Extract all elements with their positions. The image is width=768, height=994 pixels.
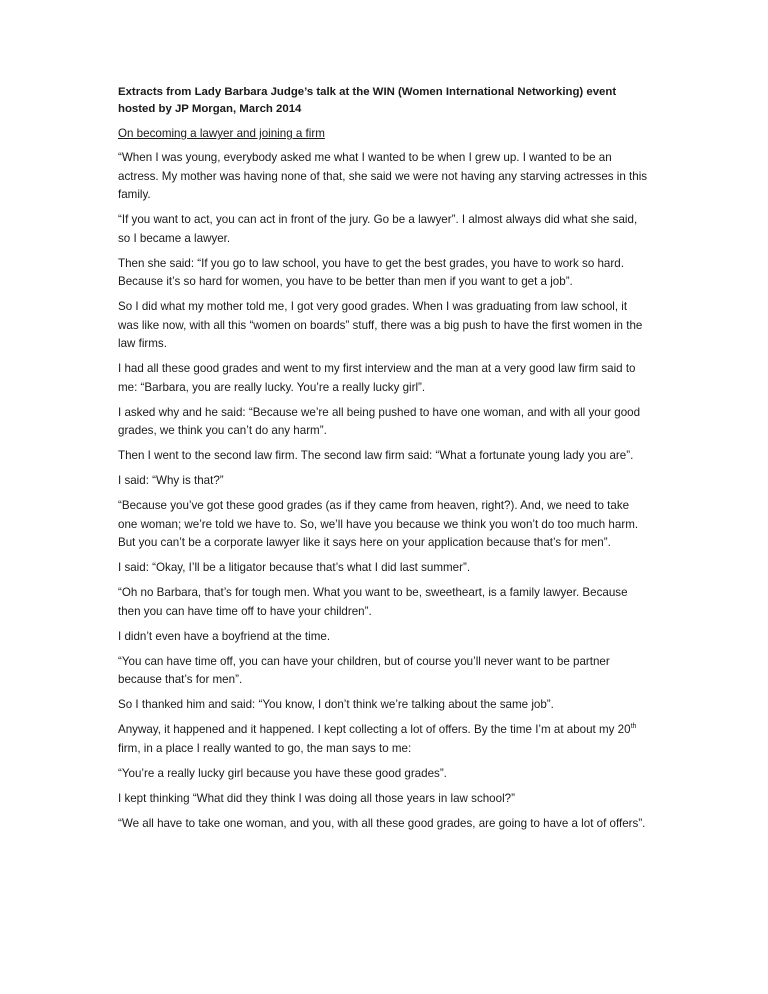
paragraph: “Oh no Barbara, that’s for tough men. What you want to be, sweetheart, is a family lawyer. Because then you can have time off to have your children”. (118, 586, 628, 618)
paragraph: “We all have to take one woman, and you, with all these good grades, are going to have a lot of offers”. (118, 816, 646, 830)
offers-text-after: firm, in a place I really wanted to go, the man says to me: (118, 741, 412, 755)
paragraph: So I thanked him and said: “You know, I don’t think we’re talking about the same job”. (118, 698, 554, 711)
paragraph: “You can have time off, you can have your children, but of course you’ll never want to be partner because that’s for men”. (118, 654, 610, 686)
paragraph: Then I went to the second law firm. The second law firm said: “What a fortunate young lady you are”. (118, 449, 634, 462)
ordinal-superscript: th (630, 723, 637, 731)
paragraph: So I did what my mother told me, I got very good grades. When I was graduating from law school, it was like now, with all this “women on boards” stuff, there was a big push to have the first women in the law firms. (118, 300, 643, 350)
paragraph: I asked why and he said: “Because we’re all being pushed to have one woman, and with all your good grades, we think you can’t do any harm”. (118, 405, 641, 437)
paragraph: I said: “Okay, I’ll be a litigator because that’s what I did last summer”. (118, 561, 471, 574)
paragraph: I said: “Why is that?” (118, 474, 224, 487)
paragraph: “If you want to act, you can act in front of the jury. Go be a lawyer”. I almost always did what she said, so I became a lawyer. (118, 213, 638, 245)
document-page (118, 84, 650, 840)
section-heading: On becoming a lawyer and joining a firm (118, 127, 325, 140)
offers-text-before: Anyway, it happened and it happened. I kept collecting a lot of offers. By the time I’m at about my 20 (118, 723, 631, 736)
document-title: Extracts from Lady Barbara Judge’s talk at the WIN (Women International Networking) event hosted by JP Morgan, March 2014 (118, 86, 617, 115)
paragraph: Then she said: “If you go to law school, you have to get the best grades, you have to work so hard. Because it’s so hard for women, you have to be better than men if you want to get a job”. (118, 256, 624, 288)
paragraph: “You’re a really lucky girl because you have these good grades”. (118, 766, 447, 780)
paragraph: I kept thinking “What did they think I was doing all those years in law school?” (118, 791, 515, 805)
paragraph-offers (118, 721, 650, 758)
paragraph: I didn’t even have a boyfriend at the time. (118, 629, 331, 643)
paragraph: I had all these good grades and went to my first interview and the man at a very good law firm said to me: “Barbara, you are really lucky. You’re a really lucky girl”. (118, 362, 636, 394)
paragraph: “Because you’ve got these good grades (as if they came from heaven, right?). And, we need to take one woman; we’re told we have to. So, we’ll have you because we think you won’t do too much harm. But you can’t be a corporate lawyer like it says here on your application because that’s for men”. (118, 499, 639, 549)
paragraph: “When I was young, everybody asked me what I wanted to be when I grew up. I wanted to be an actress. My mother was having none of that, she said we were not having any starving actresses in this family. (118, 151, 648, 201)
